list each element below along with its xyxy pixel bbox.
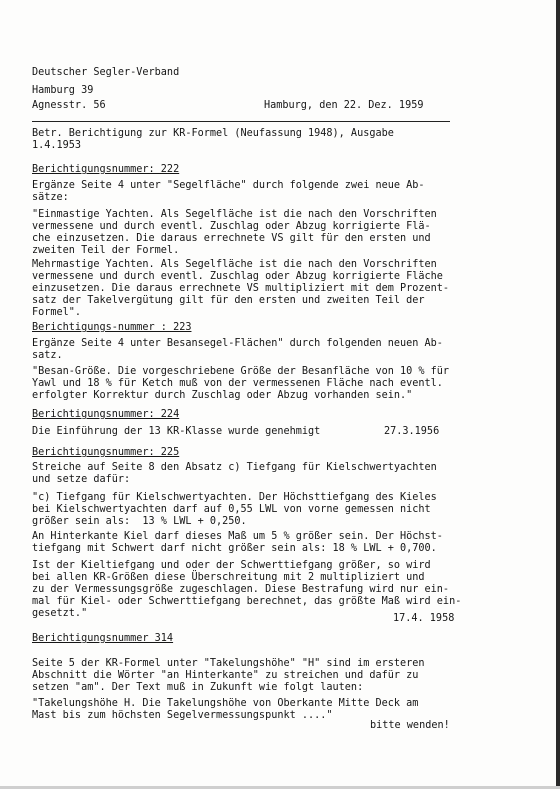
section-314-title: Berichtigungsnummer 314	[32, 633, 174, 644]
section-225-intro-2: und setze dafür:	[32, 474, 131, 485]
section-222-p2-4: satz der Takelvergütung gilt für den ersten und zweiten Teil der	[32, 295, 425, 306]
section-314-p1-1: "Takelungshöhe H. Die Takelungshöhe von Oberkante Mitte Deck am	[32, 698, 419, 709]
section-222-intro-2: sätze:	[32, 192, 69, 203]
section-224-text: Die Einführung der 13 KR-Klasse wurde genehmigt	[32, 426, 321, 437]
section-225-intro-1: Streiche auf Seite 8 den Absatz c) Tiefgang für Kielschwertyachten	[32, 462, 437, 473]
section-224-date: 27.3.1956	[384, 426, 440, 437]
section-225-p3-3: zu der Vermessungsgröße zugeschlagen. Diese Bestrafung wird nur ein-	[32, 584, 450, 595]
section-223-p1-3: erfolgter Korrektur durch Zuschlag oder Abzug vorhanden sein."	[32, 390, 413, 401]
section-222-p2-3: einzusetzen. Die daraus errechnete VS multipliziert mit dem Prozent-	[32, 283, 450, 294]
section-225-date: 17.4. 1958	[393, 613, 455, 624]
section-314-p1-2: Mast bis zum höchsten Segelvermessungspunkt ...."	[32, 710, 333, 721]
section-224-title: Berichtigungsnummer: 224	[32, 409, 180, 420]
section-314-intro-2: Abschnitt die Wörter "an Hinterkante" zu streichen und dafür zu	[32, 670, 419, 681]
section-222-title: Berichtigungsnummer: 222	[32, 164, 180, 175]
section-225-title: Berichtigungsnummer: 225	[32, 447, 180, 458]
section-223-title: Berichtigungs-nummer : 223	[32, 322, 192, 333]
sender-street: Agnesstr. 56	[32, 100, 106, 111]
subject-line-1: Betr. Berichtigung zur KR-Formel (Neufassung 1948), Ausgabe	[32, 128, 394, 139]
section-223-intro-2: satz.	[32, 350, 63, 361]
section-223-intro-1: Ergänze Seite 4 unter Besansegel-Flächen" durch folgenden neuen Ab-	[32, 338, 443, 349]
scan-edge-right	[556, 0, 560, 789]
section-222-p2-5: Formel".	[32, 307, 82, 318]
section-223-p1-2: Yawl und 18 % für Ketch muß von der vermessenen Fläche nach eventl.	[32, 378, 443, 389]
section-225-p1-3: größer sein als: 13 % LWL + 0,250.	[32, 516, 247, 527]
turn-page-note: bitte wenden!	[370, 720, 450, 731]
sender-org: Deutscher Segler-Verband	[32, 67, 180, 78]
section-222-p2-2: vermessene und durch eventl. Zuschlag oder Abzug korrigierte Fläche	[32, 271, 443, 282]
section-225-p2-1: An Hinterkante Kiel darf dieses Maß um 5 % größer sein. Der Höchst-	[32, 531, 443, 542]
section-225-p3-1: Ist der Kieltiefgang und oder der Schwerttiefgang größer, so wird	[32, 560, 431, 571]
letter-date: Hamburg, den 22. Dez. 1959	[264, 100, 424, 111]
section-225-p1-2: bei Kielschwertyachten darf auf 0,55 LWL von vorne gemessen nicht	[32, 504, 431, 515]
section-223-p1-1: "Besan-Größe. Die vorgeschriebene Größe der Besanfläche von 10 % für	[32, 366, 450, 377]
section-222-p1-4: zweiten Teil der Formel.	[32, 245, 180, 256]
section-225-p1-1: "c) Tiefgang für Kielschwertyachten. Der Höchsttiefgang des Kieles	[32, 492, 437, 503]
section-222-p2-1: Mehrmastige Yachten. Als Segelfläche ist die nach den Vorschriften	[32, 259, 437, 270]
section-314-intro-1: Seite 5 der KR-Formel unter "Takelungshöhe" "H" sind im ersteren	[32, 658, 425, 669]
section-314-intro-3: setzen "am". Der Text muß in Zukunft wie folgt lauten:	[32, 682, 364, 693]
header-rule	[32, 121, 450, 122]
sender-city: Hamburg 39	[32, 85, 94, 96]
section-222-p1-3: che einzusetzen. Die daraus errechnete VS gilt für den ersten und	[32, 233, 431, 244]
section-225-p3-4: mal für Kiel- oder Schwerttiefgang berechnet, das größte Maß wird ein-	[32, 596, 462, 607]
section-222-intro-1: Ergänze Seite 4 unter "Segelfläche" durch folgende zwei neue Ab-	[32, 180, 425, 191]
section-222-p1-1: "Einmastige Yachten. Als Segelfläche ist die nach den Vorschriften	[32, 209, 437, 220]
subject-line-2: 1.4.1953	[32, 140, 82, 151]
section-222-p1-2: vermessene und durch eventl. Zuschlag oder Abzug korrigierte Flä-	[32, 221, 431, 232]
section-225-p3-5: gesetzt."	[32, 608, 88, 619]
section-225-p3-2: bei allen KR-Größen diese Überschreitung mit 2 multipliziert und	[32, 572, 425, 583]
section-225-p2-2: tiefgang mit Schwert darf nicht größer sein als: 18 % LWL + 0,700.	[32, 543, 437, 554]
